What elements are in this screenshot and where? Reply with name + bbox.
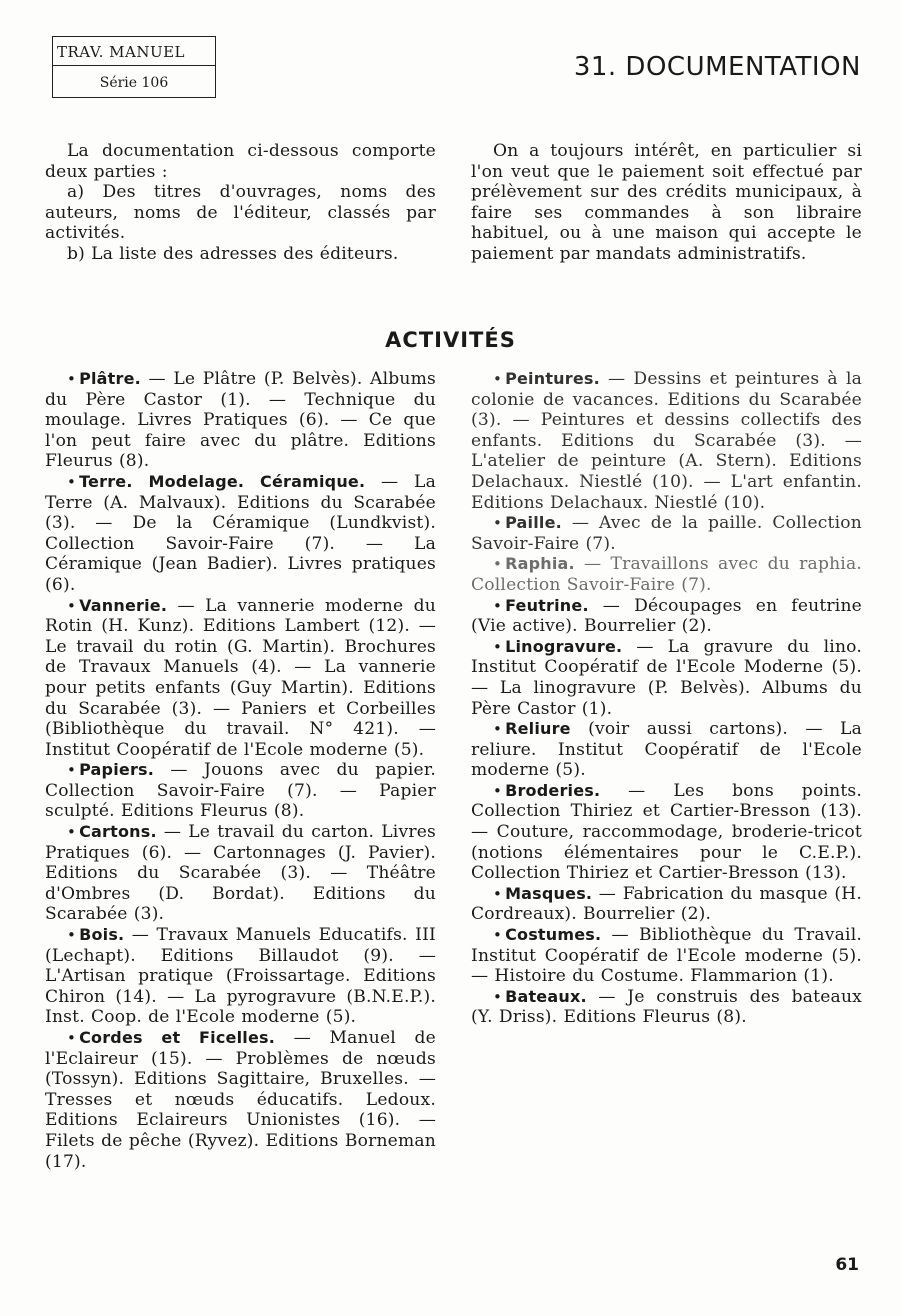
bullet-icon: • xyxy=(493,987,503,1006)
activity-keyword: Masques. xyxy=(505,883,593,903)
activity-keyword: Broderies. xyxy=(505,780,601,800)
activity-entry xyxy=(45,1028,436,1172)
activity-keyword: Papiers. xyxy=(79,760,155,780)
activity-text: — Le travail du carton. Livres Pratiques (6). — Cartonnages (J. Pavier). Editions du Scarabée (3). — Théâtre d'Ombres (D. Bordat). Editions du Scarabée (3). xyxy=(45,822,436,925)
intro-paragraph: La documentation ci-dessous comporte deux parties : xyxy=(45,141,436,182)
series-label-box xyxy=(52,36,216,98)
activity-text: — Travaux Manuels Educatifs. III (Lechapt). Editions Billaudot (9). — L'Artisan pratique (Froissartage. Editions Chiron (14). — La pyrogravure (B.N.E.P.). Inst. Coop. de l'Ecole moderne (5). xyxy=(45,925,436,1028)
activity-text: — Jouons avec du papier. Collection Savoir-Faire (7). — Papier sculpté. Editions Fleurus (8). xyxy=(45,760,436,822)
activity-text: — Fabrication du masque (H. Cordreaux). Bourrelier (2). xyxy=(471,883,862,925)
section-heading: ACTIVITÉS xyxy=(385,328,516,352)
activity-entry xyxy=(45,596,436,761)
page-number: 61 xyxy=(835,1255,859,1275)
bullet-icon: • xyxy=(493,781,503,800)
activity-keyword: Bateaux. xyxy=(505,986,587,1006)
bullet-icon: • xyxy=(493,926,503,945)
activity-text: — La gravure du lino. Institut Coopératif de l'Ecole Moderne (5). — La linogravure (P. Belvès). Albums du Père Castor (1). xyxy=(471,636,862,719)
bullet-icon: • xyxy=(493,514,503,533)
bullet-icon: • xyxy=(67,596,77,615)
activity-keyword: Reliure xyxy=(505,719,571,739)
activity-keyword: Cartons. xyxy=(79,822,157,842)
activity-text: — Je construis des bateaux (Y. Driss). Editions Fleurus (8). xyxy=(471,986,862,1028)
activity-text: — Découpages en feutrine (Vie active). Bourrelier (2). xyxy=(471,595,862,637)
activity-keyword: Plâtre. xyxy=(79,369,141,388)
activity-text: — Bibliothèque du Travail. Institut Coopératif de l'Ecole moderne (5). — Histoire du Costume. Flammarion (1). xyxy=(471,925,862,987)
activity-text: — La vannerie moderne du Rotin (H. Kunz). Editions Lambert (12). — Le travail du rotin (G. Martin). Brochures de Travaux Manuels (4). — La vannerie pour petits enfants (Guy Martin). Editions du Scarabée (3). — Paniers et Corbeilles (Bibliothèque du travail. N° 421). — Institut Coopératif de l'Ecole moderne (5). xyxy=(45,595,436,760)
intro-left-column xyxy=(45,141,436,265)
bullet-icon: • xyxy=(493,555,503,574)
activity-text: (voir aussi cartons). — La reliure. Institut Coopératif de l'Ecole moderne (5). xyxy=(471,719,862,781)
activity-text: — Le Plâtre (P. Belvès). Albums du Père Castor (1). — Technique du moulage. Livres Pratiques (6). — Ce que l'on peut faire avec du plâtre. Editions Fleurus (8). xyxy=(45,369,436,472)
bullet-icon: • xyxy=(493,370,503,388)
activity-keyword: Feutrine. xyxy=(505,595,589,615)
activity-entry xyxy=(471,369,862,513)
activity-entry xyxy=(471,596,862,637)
activity-entry xyxy=(45,925,436,1028)
activity-entry xyxy=(471,554,862,595)
activity-keyword: Peintures. xyxy=(505,369,600,388)
bullet-icon: • xyxy=(67,370,77,388)
bullet-icon: • xyxy=(493,596,503,615)
bullet-icon: • xyxy=(67,823,77,842)
activity-keyword: Linogravure. xyxy=(505,636,623,656)
activity-keyword: Bois. xyxy=(79,925,125,945)
activity-entry xyxy=(471,884,862,925)
bullet-icon: • xyxy=(67,761,77,780)
activity-text: — Dessins et peintures à la colonie de vacances. Editions du Scarabée (3). — Peintures et dessins collectifs des enfants. Editions du Scarabée (3). — L'atelier de peinture (A. Stern). Editions Delachaux. Niestlé (10). — L'art enfantin. Editions Delachaux. Niestlé (10). xyxy=(471,369,862,513)
activity-entry xyxy=(45,472,436,596)
activities-left-column xyxy=(45,369,436,1172)
activity-entry xyxy=(471,781,862,884)
bullet-icon: • xyxy=(67,472,77,491)
activity-entry xyxy=(45,760,436,822)
activities-right-column xyxy=(471,369,862,1028)
activity-text: — La Terre (A. Malvaux). Editions du Scarabée (3). — De la Céramique (Lundkvist). Collection Savoir-Faire (7). — La Céramique (Jean Badier). Livres pratiques (6). xyxy=(45,471,436,595)
series-number: Série 106 xyxy=(99,75,169,91)
activity-entry xyxy=(471,637,862,719)
activity-entry xyxy=(45,369,436,472)
activity-keyword: Terre. Modelage. Céramique. xyxy=(79,471,366,491)
activity-entry xyxy=(45,822,436,925)
intro-right-column xyxy=(471,141,862,265)
bullet-icon: • xyxy=(67,926,77,945)
activity-text: — Manuel de l'Eclaireur (15). — Problèmes de nœuds (Tossyn). Editions Sagittaire, Bruxelles. — Tresses et nœuds éducatifs. Ledoux. Editions Eclaireurs Unionistes (16). — Filets de pêche (Ryvez). Editions Borneman (17). xyxy=(45,1028,436,1172)
subject-label: TRAV. MANUEL xyxy=(53,37,215,66)
bullet-icon: • xyxy=(493,884,503,903)
activity-keyword: Paille. xyxy=(505,513,562,533)
activity-entry xyxy=(471,719,862,781)
activity-entry xyxy=(471,513,862,554)
bullet-icon: • xyxy=(493,720,503,739)
activity-keyword: Costumes. xyxy=(505,925,602,945)
activity-text: — Travaillons avec du raphia. Collection Savoir-Faire (7). xyxy=(471,554,862,595)
bullet-icon: • xyxy=(493,637,503,656)
activity-entry xyxy=(471,925,862,987)
activity-text: — Les bons points. Collection Thiriez et Cartier-Bresson (13). — Couture, raccommodage, broderie-tricot (notions élémentaires pour le C.E.P.). Collection Thiriez et Cartier-Bresson (13). xyxy=(471,780,862,884)
activity-keyword: Raphia. xyxy=(505,554,575,574)
intro-paragraph: a) Des titres d'ouvrages, noms des auteurs, noms de l'éditeur, classés par activités. xyxy=(45,182,436,244)
intro-paragraph: On a toujours intérêt, en particulier si l'on veut que le paiement soit effectué par prélèvement sur des crédits municipaux, à faire ses commandes à son libraire habituel, ou à une maison qui accepte le paiement par mandats administratifs. xyxy=(471,141,862,264)
activity-keyword: Cordes et Ficelles. xyxy=(79,1028,276,1047)
activity-text: — Avec de la paille. Collection Savoir-Faire (7). xyxy=(471,513,862,554)
page-title: 31. DOCUMENTATION xyxy=(573,52,861,82)
intro-paragraph: b) La liste des adresses des éditeurs. xyxy=(67,243,399,264)
activity-entry xyxy=(471,987,862,1028)
activity-keyword: Vannerie. xyxy=(79,595,168,615)
bullet-icon: • xyxy=(67,1029,77,1047)
